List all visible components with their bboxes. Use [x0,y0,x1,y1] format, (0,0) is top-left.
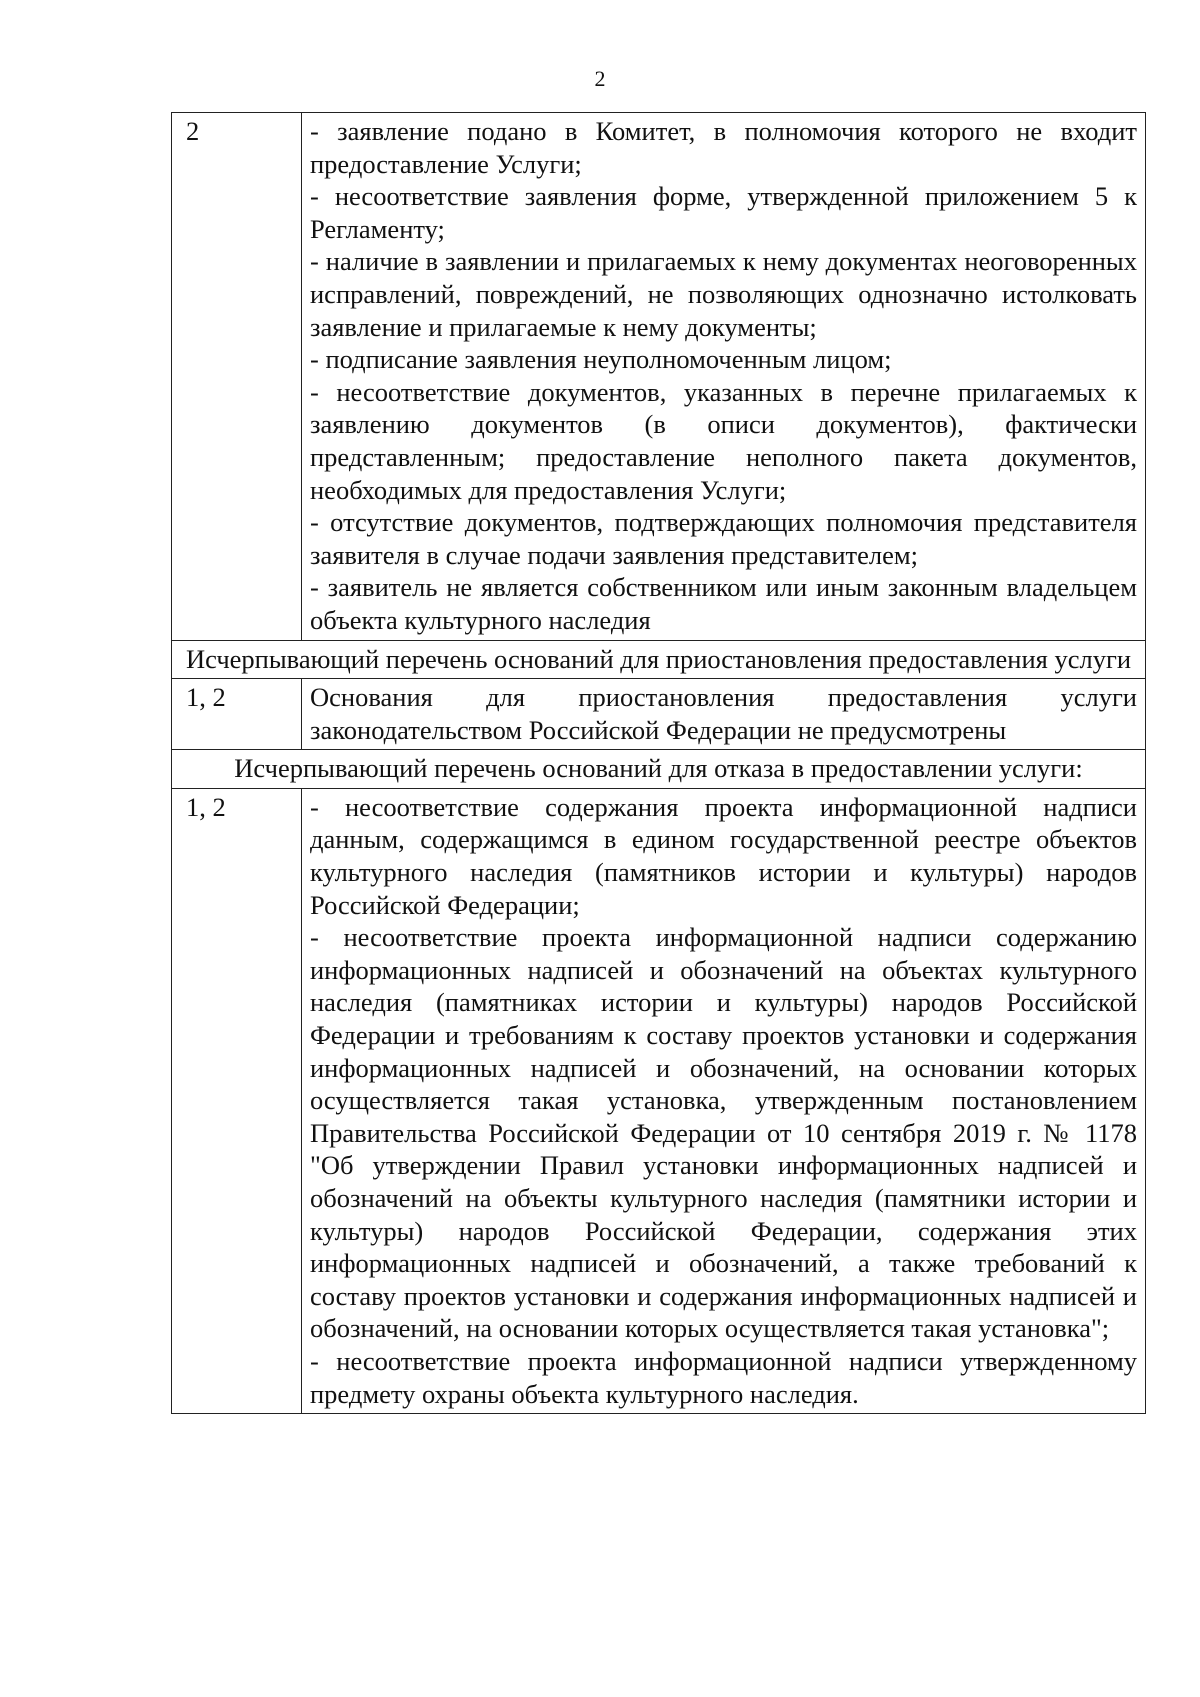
list-item: - заявление подано в Комитет, в полномочия которого не входит предоставление Услуги; [310,116,1137,179]
list-item: - несоответствие содержания проекта информационной надписи данным, содержащимся в едином государственной реестре объектов культурного наследия (памятников истории и культуры) народов Российской Федерации; [310,791,1137,920]
row-text-cell: Основания для приостановления предоставления услуги законодательством Российской Федерации не предусмотрены [302,679,1146,750]
section-heading-refusal: Исчерпывающий перечень оснований для отказа в предоставлении услуги: [172,750,1146,789]
list-item: - несоответствие проекта информационной надписи утвержденному предмету охраны объекта культурного наследия. [310,1345,1137,1409]
list-item: - несоответствие проекта информационной надписи содержанию информационных надписей и обозначений на объектах культурного наследия (памятниках истории и культуры) народов Российской Федерации и требованиям к составу проектов установки и содержания информационных надписей и обозначений, на основании которых осуществляется такая установка, утвержденным постановлением Правительства Российской Федерации от 10 сентября 2019 г. № 1178 "Об утверждении Правил установки информационных надписей и обозначений на объекты культурного наследия (памятники истории и культуры) народов Российской Федерации, содержания этих информационных надписей и обозначений, а также требований к составу проектов установки и содержания информационных надписей и обозначений, на основании которых осуществляется такая установка"; [310,922,1137,1344]
row-text-cell [302,788,1146,1413]
row-number-cell: 2 [172,113,302,641]
section-heading-row [172,750,1146,789]
row-text-cell [302,113,1146,641]
table-row [172,788,1146,1413]
list-item: - подписание заявления неуполномоченным лицом; [310,344,892,375]
list-item: - наличие в заявлении и прилагаемых к нему документах неоговоренных исправлений, повреждений, не позволяющих однозначно истолковать заявление и прилагаемые к нему документы; [310,246,1137,342]
section-heading-suspension: Исчерпывающий перечень оснований для приостановления предоставления услуги [172,640,1146,679]
table-row [172,113,1146,641]
table-row [172,679,1146,750]
section-heading-row [172,640,1146,679]
page-number: 2 [594,66,606,91]
grounds-table [171,112,1146,1414]
list-item: - несоответствие документов, указанных в перечне прилагаемых к заявлению документов (в описи документов), фактически представленным; предоставление неполного пакета документов, необходимых для предоставления Услуги; [310,376,1137,505]
row-number-cell: 1, 2 [172,788,302,1413]
list-item: - несоответствие заявления форме, утвержденной приложением 5 к Регламенту; [310,181,1137,244]
list-item: - отсутствие документов, подтверждающих полномочия представителя заявителя в случае подачи заявления представителем; [310,507,1137,570]
list-item: - заявитель не является собственником или иным законным владельцем объекта культурного наследия [310,572,1137,635]
row-number-cell: 1, 2 [172,679,302,750]
